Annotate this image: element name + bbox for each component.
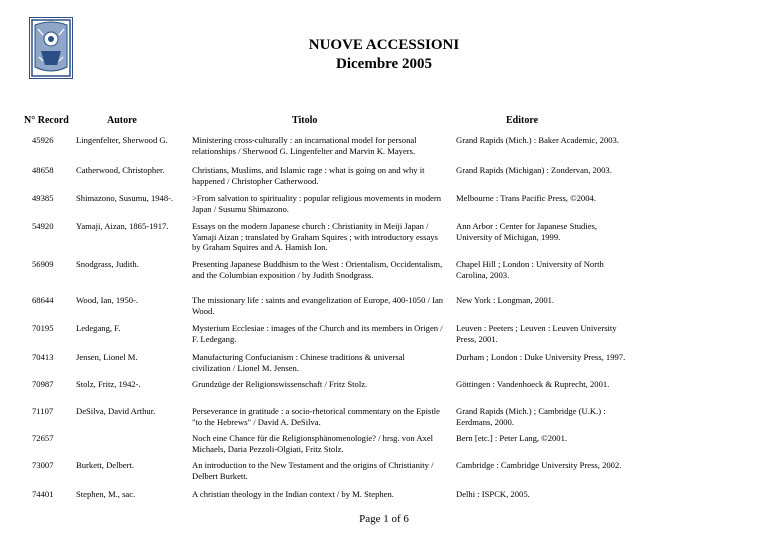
record-number: 71107 xyxy=(32,406,54,416)
page-title: NUOVE ACCESSIONI xyxy=(308,37,460,53)
title-cell: The missionary life : saints and evangelization of Europe, 400-1050 / Ian Wood. xyxy=(192,295,444,316)
title-cell: Christians, Muslims, and Islamic rage : what is going on and why it happened / Christopher Catherwood. xyxy=(192,165,425,186)
column-header-titolo: Titolo xyxy=(292,115,318,126)
publisher-cell: New York : Longman, 2001. xyxy=(456,295,555,305)
title-cell: Mysterium Ecclesiae : images of the Church and its members in Origen / F. Ledegang. xyxy=(192,323,443,344)
author-cell: Ledegang, F. xyxy=(76,323,121,333)
publisher-cell: Ann Arbor : Center for Japanese Studies, University of Michigan, 1999. xyxy=(456,221,598,242)
record-number: 70987 xyxy=(32,379,54,389)
title-cell: Perseverance in gratitude : a socio-rhetorical commentary on the Epistle "to the Hebrews" / David A. DeSilva. xyxy=(192,406,440,427)
author-cell: Lingenfelter, Sherwood G. xyxy=(76,135,168,145)
page-subtitle: Dicembre 2005 xyxy=(336,56,432,72)
title-cell: Ministering cross-culturally : an incarnational model for personal relationships / Sherwood G. Lingenfelter and Marvin K. Mayers. xyxy=(192,135,417,156)
page-number: Page 1 of 6 xyxy=(359,513,409,525)
record-number: 73007 xyxy=(32,460,54,470)
author-cell: DeSilva, David Arthur. xyxy=(76,406,156,416)
publisher-cell: Bern [etc.] : Peter Lang, ©2001. xyxy=(456,433,568,443)
record-number: 70413 xyxy=(32,352,54,362)
column-header-autore: Autore xyxy=(107,115,137,126)
title-cell: >From salvation to spirituality : popular religious movements in modern Japan / Susumu Shimazono. xyxy=(192,193,442,214)
author-cell: Jensen, Lionel M. xyxy=(76,352,138,362)
record-number: 49385 xyxy=(32,193,54,203)
record-number: 72657 xyxy=(32,433,54,443)
publisher-cell: Durham ; London : Duke University Press, 1997. xyxy=(456,352,626,362)
publisher-cell: Grand Rapids (Michigan) : Zondervan, 2003. xyxy=(456,165,612,175)
author-cell: Catherwood, Christopher. xyxy=(76,165,165,175)
record-number: 70195 xyxy=(32,323,54,333)
publisher-cell: Leuven : Peeters ; Leuven : Leuven University Press, 2001. xyxy=(456,323,617,344)
column-header-editore: Editore xyxy=(506,115,539,126)
publisher-cell: Chapel Hill ; London : University of North Carolina, 2003. xyxy=(456,259,604,280)
author-cell: Stephen, M., sac. xyxy=(76,489,136,499)
publisher-cell: Grand Rapids (Mich.) ; Cambridge (U.K.) : Eerdmans, 2000. xyxy=(456,406,606,427)
author-cell: Yamaji, Aizan, 1865-1917. xyxy=(76,221,169,231)
publisher-cell: Grand Rapids (Mich.) : Baker Academic, 2003. xyxy=(456,135,619,145)
record-number: 54920 xyxy=(32,221,54,231)
column-header-record: N° Record xyxy=(24,115,69,126)
title-cell: A christian theology in the Indian context / by M. Stephen. xyxy=(192,489,394,499)
title-cell: An introduction to the New Testament and the origins of Christianity / Delbert Burkett. xyxy=(192,460,434,481)
publisher-cell: Delhi : ISPCK, 2005. xyxy=(456,489,530,499)
title-cell: Noch eine Chance für die Religionsphänomenologie? / hrsg. von Axel Michaels, Daria Pezzoli-Olgiati, Fritz Stolz. xyxy=(192,433,434,454)
title-cell: Manufacturing Confucianism : Chinese traditions & universal civilization / Lionel M. Jensen. xyxy=(192,352,405,373)
record-number: 45926 xyxy=(32,135,54,145)
record-number: 74401 xyxy=(32,489,54,499)
record-number: 56909 xyxy=(32,259,54,269)
publisher-cell: Melbourne : Trans Pacific Press, ©2004. xyxy=(456,193,596,203)
author-cell: Snodgrass, Judith. xyxy=(76,259,139,269)
publisher-cell: Göttingen : Vandenhoeck & Ruprecht, 2001. xyxy=(456,379,610,389)
publisher-cell: Cambridge : Cambridge University Press, 2002. xyxy=(456,460,622,470)
title-cell: Grundzüge der Religionswissenschaft / Fritz Stolz. xyxy=(192,379,368,389)
record-number: 68644 xyxy=(32,295,54,305)
record-number: 48658 xyxy=(32,165,54,175)
author-cell: Wood, Ian, 1950-. xyxy=(76,295,139,305)
title-cell: Presenting Japanese Buddhism to the West : Orientalism, Occidentalism, and the Columbian exposition / by Judith Snodgrass. xyxy=(192,259,443,280)
author-cell: Shimazono, Susumu, 1948-. xyxy=(76,193,174,203)
title-cell: Essays on the modern Japanese church : Christianity in Meiji Japan / Yamaji Aizan ; translated by Graham Squires ; with introductory essays by Graham Squires and A. Hamish Ion. xyxy=(192,221,438,252)
author-cell: Burkett, Delbert. xyxy=(76,460,134,470)
author-cell: Stolz, Fritz, 1942-. xyxy=(76,379,141,389)
